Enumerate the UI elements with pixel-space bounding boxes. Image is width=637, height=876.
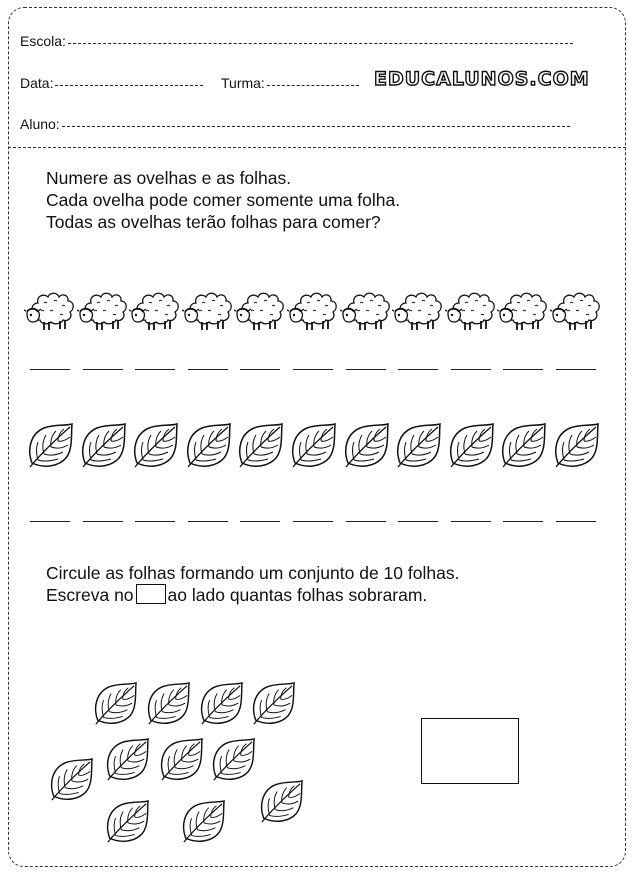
leaf-icon	[394, 423, 442, 469]
leaf-icon	[447, 423, 495, 469]
loose-leaf[interactable]	[210, 738, 256, 787]
loose-leaf[interactable]	[92, 682, 138, 731]
leaf-icon	[48, 758, 94, 802]
sheep-cell	[340, 284, 392, 338]
answer-line[interactable]	[503, 369, 543, 370]
leaf-icon	[79, 423, 127, 469]
sheep-icon	[497, 284, 549, 338]
answer-line[interactable]	[451, 369, 491, 370]
school-field	[20, 33, 573, 49]
answer-line[interactable]	[346, 369, 386, 370]
school-blank[interactable]	[68, 42, 573, 44]
student-blank[interactable]	[62, 125, 570, 127]
leaf-icon	[289, 423, 337, 469]
sheep-icon	[392, 284, 444, 338]
sheep-icon	[24, 284, 76, 338]
sheep-icon	[445, 284, 497, 338]
leaf-cell	[287, 423, 339, 469]
leaf-icon	[499, 423, 547, 469]
leaf-cell	[77, 423, 129, 469]
date-blank[interactable]	[55, 84, 203, 86]
leaf-icon	[552, 423, 600, 469]
instruction-text: Escreva no	[46, 585, 134, 605]
answer-line[interactable]	[83, 521, 123, 522]
answer-line[interactable]	[503, 521, 543, 522]
instruction-line: Cada ovelha pode comer somente uma folha.	[46, 190, 401, 210]
date-field	[20, 75, 203, 91]
leaf-icon	[104, 738, 150, 782]
leaf-icon	[104, 800, 150, 844]
class-blank[interactable]	[267, 84, 359, 86]
answer-line[interactable]	[240, 369, 280, 370]
sheep-row	[24, 284, 602, 338]
instruction-text: ao lado quantas folhas sobraram.	[167, 585, 428, 605]
sheep-cell	[24, 284, 76, 338]
school-label: Escola:	[20, 33, 66, 49]
leaf-icon	[342, 423, 390, 469]
loose-leaf[interactable]	[104, 738, 150, 787]
sheep-cell	[129, 284, 181, 338]
leaf-cell	[445, 423, 497, 469]
leaf-icon	[210, 738, 256, 782]
leaf-icon	[180, 800, 226, 844]
leaf-cell	[24, 423, 76, 469]
sheep-icon	[287, 284, 339, 338]
leaf-cell	[182, 423, 234, 469]
leaf-cell	[392, 423, 444, 469]
answer-line[interactable]	[135, 369, 175, 370]
sheep-answer-lines	[30, 369, 596, 370]
leaf-cell	[497, 423, 549, 469]
answer-line[interactable]	[30, 369, 70, 370]
answer-line[interactable]	[188, 521, 228, 522]
answer-line[interactable]	[398, 369, 438, 370]
loose-leaf[interactable]	[258, 780, 304, 829]
loose-leaf[interactable]	[104, 800, 150, 849]
answer-line[interactable]	[293, 369, 333, 370]
leaf-icon	[92, 682, 138, 726]
answer-line[interactable]	[240, 521, 280, 522]
answer-line[interactable]	[83, 369, 123, 370]
instructions-circle	[46, 562, 459, 606]
sheep-icon	[234, 284, 286, 338]
instruction-line: Circule as folhas formando um conjunto de 10 folhas.	[46, 563, 460, 583]
sheep-cell	[182, 284, 234, 338]
sheep-cell	[234, 284, 286, 338]
leaf-row	[24, 423, 602, 469]
leaf-answer-lines	[30, 521, 596, 522]
sheep-cell	[497, 284, 549, 338]
leaf-icon	[145, 682, 191, 726]
answer-line[interactable]	[451, 521, 491, 522]
leaf-cell	[340, 423, 392, 469]
answer-box[interactable]	[421, 718, 519, 784]
sheep-cell	[392, 284, 444, 338]
sheep-cell	[550, 284, 602, 338]
instruction-line	[46, 584, 459, 606]
date-label: Data:	[20, 75, 54, 91]
loose-leaf[interactable]	[198, 682, 244, 731]
loose-leaf[interactable]	[158, 738, 204, 787]
answer-line[interactable]	[188, 369, 228, 370]
leaf-icon	[250, 682, 296, 726]
answer-line[interactable]	[135, 521, 175, 522]
inline-box-icon	[136, 584, 166, 604]
educalunos-logo: EDUCALUNOS.COM	[374, 68, 590, 90]
leaf-icon	[236, 423, 284, 469]
class-field	[221, 75, 359, 91]
leaf-cell	[234, 423, 286, 469]
answer-line[interactable]	[346, 521, 386, 522]
leaf-icon	[198, 682, 244, 726]
sheep-icon	[550, 284, 602, 338]
sheep-icon	[77, 284, 129, 338]
sheep-icon	[182, 284, 234, 338]
loose-leaf[interactable]	[48, 758, 94, 807]
loose-leaf[interactable]	[250, 682, 296, 731]
loose-leaf[interactable]	[180, 800, 226, 849]
answer-line[interactable]	[293, 521, 333, 522]
leaf-icon	[184, 423, 232, 469]
leaf-cell	[550, 423, 602, 469]
answer-line[interactable]	[398, 521, 438, 522]
leaf-icon	[26, 423, 74, 469]
class-label: Turma:	[221, 75, 265, 91]
answer-line[interactable]	[556, 521, 596, 522]
leaf-icon	[158, 738, 204, 782]
answer-line[interactable]	[30, 521, 70, 522]
sheep-cell	[287, 284, 339, 338]
student-field	[20, 116, 570, 132]
sheep-cell	[77, 284, 129, 338]
loose-leaf[interactable]	[145, 682, 191, 731]
leaf-cell	[129, 423, 181, 469]
instructions-numbering	[46, 167, 400, 233]
leaf-icon	[131, 423, 179, 469]
student-label: Aluno:	[20, 116, 60, 132]
instruction-line: Numere as ovelhas e as folhas.	[46, 168, 292, 188]
leaf-icon	[258, 780, 304, 824]
instruction-line: Todas as ovelhas terão folhas para comer?	[46, 212, 381, 232]
answer-line[interactable]	[556, 369, 596, 370]
sheep-cell	[445, 284, 497, 338]
sheep-icon	[340, 284, 392, 338]
header-divider	[8, 147, 626, 148]
sheep-icon	[129, 284, 181, 338]
